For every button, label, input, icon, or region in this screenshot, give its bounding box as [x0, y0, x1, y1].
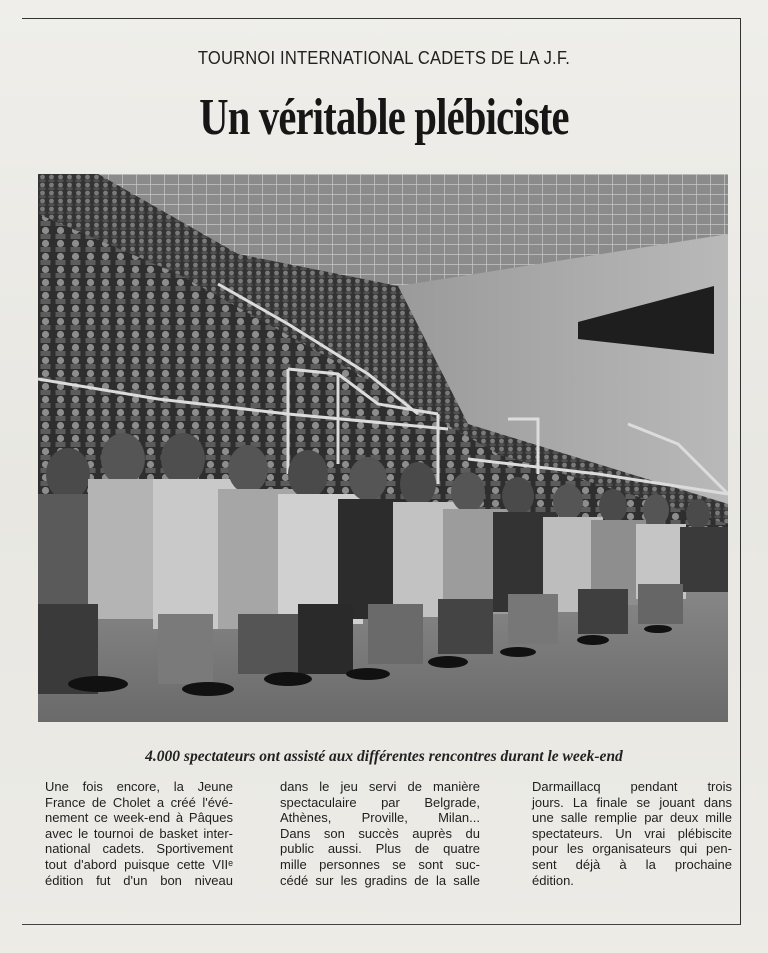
article-headline: Un véritable plébiciste — [199, 89, 569, 146]
text-line: Athènes, Proville, Milan... — [280, 810, 480, 826]
text-line: Darmaillacq pendant trois — [532, 779, 732, 794]
text-line: édition. — [532, 872, 574, 888]
text-line: mille personnes se sont suc- — [280, 856, 480, 872]
text-line: Une fois encore, la Jeune — [45, 779, 233, 794]
text-line: sent déjà à la prochaine — [532, 856, 732, 872]
text-line: une salle remplie par deux mille — [532, 810, 732, 826]
text-line: édition fut d'un bon niveau — [45, 872, 233, 888]
text-line: France de Cholet a créé l'évé- — [45, 794, 233, 810]
text-line: cédé sur les gradins de la salle — [280, 872, 480, 888]
article-kicker: TOURNOI INTERNATIONAL CADETS DE LA J.F. — [197, 48, 571, 68]
text-line: dans le jeu servi de manière — [280, 779, 480, 794]
article-column-3 — [532, 779, 732, 888]
article-column-1 — [45, 779, 233, 888]
text-line: pour les organisateurs qui pen- — [532, 841, 732, 857]
text-line: avec le tournoi de basket inter- — [45, 825, 233, 841]
text-line: tout d'abord puisque cette VIIᵉ — [45, 856, 233, 872]
text-line: spectaculaire par Belgrade, — [280, 794, 480, 810]
text-line: public aussi. Plus de quatre — [280, 841, 480, 857]
text-line: nement ce week-end à Pâques — [45, 810, 233, 826]
photo-caption: 4.000 spectateurs ont assisté aux différentes rencontres durant le week-end — [145, 748, 623, 765]
text-line: national cadets. Sportivement — [45, 841, 233, 857]
text-line: Dans son succès auprès du — [280, 825, 480, 841]
text-line: spectateurs. Un vrai plébiscite — [532, 825, 732, 841]
crowd-photo — [38, 174, 728, 722]
article-column-2 — [280, 779, 480, 888]
text-line: jours. La finale se jouant dans — [532, 794, 732, 810]
